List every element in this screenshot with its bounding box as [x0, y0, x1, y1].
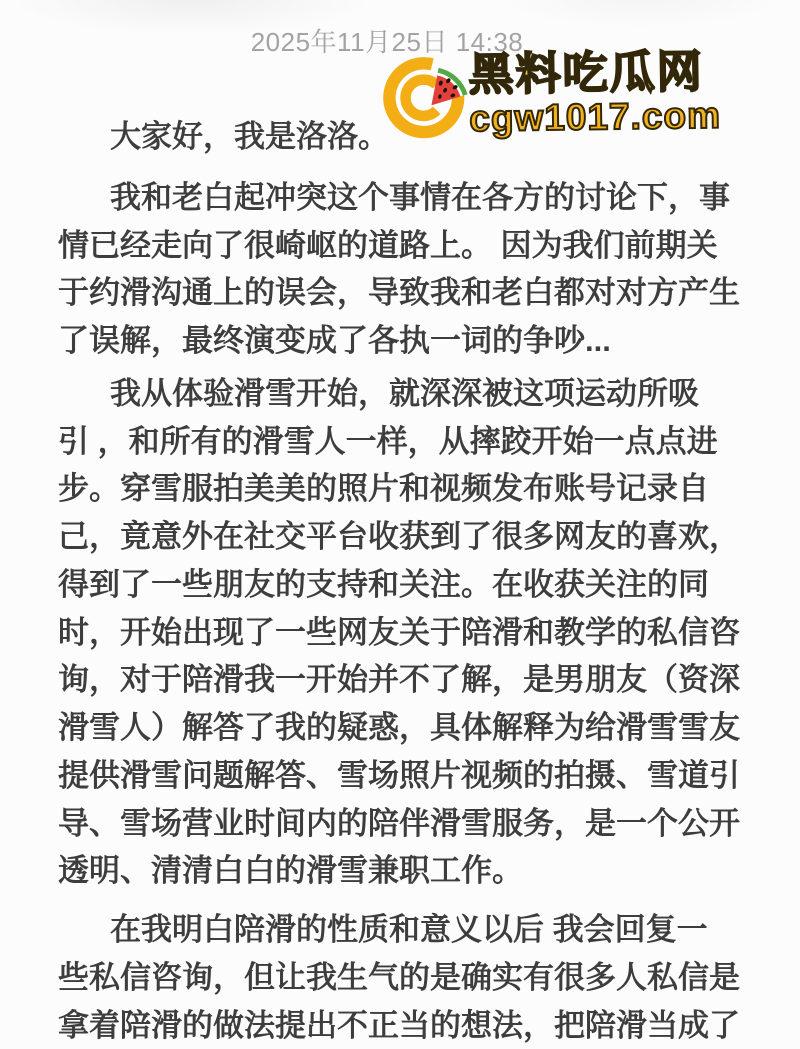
status-timestamp: 2025年11月25日 14:38 [0, 22, 787, 59]
article-line: 步。穿雪服拍美美的照片和视频发布账号记录自 [58, 465, 758, 513]
article-line: 己，竟意外在社交平台收获到了很多网友的喜欢， [58, 513, 758, 561]
article-paragraph [58, 906, 758, 1049]
article-paragraph [58, 174, 758, 365]
site-watermark [375, 46, 721, 146]
article-line: 拿着陪滑的做法提出不正当的想法，把陪滑当成了 [58, 1002, 758, 1049]
article-line: 导、雪场营业时间内的陪伴滑雪服务，是一个公开 [58, 800, 758, 848]
article-body [58, 113, 758, 1049]
article-line: 了误解，最终演变成了各执一词的争吵... [58, 317, 758, 365]
article-line: 情已经走向了很崎岖的道路上。 因为我们前期关 [58, 222, 758, 270]
watermelon-c-icon [375, 49, 481, 145]
article-line: 些私信咨询，但让我生气的是确实有很多人私信是 [58, 954, 758, 1002]
article-line: 透明、清清白白的滑雪兼职工作。 [58, 847, 758, 895]
article-line: 于约滑沟通上的误会，导致我和老白都对对方产生 [58, 269, 758, 317]
article-line: 时，开始出现了一些网友关于陪滑和教学的私信咨 [58, 609, 758, 657]
article-line: 我和老白起冲突这个事情在各方的讨论下，事 [58, 174, 758, 222]
article-line: 提供滑雪问题解答、雪场照片视频的拍摄、雪道引 [58, 752, 758, 800]
site-name: 黑料吃瓜网 [468, 48, 720, 100]
article-line: 我从体验滑雪开始，就深深被这项运动所吸 [58, 370, 758, 418]
article-line: 大家好，我是洛洛。 [58, 113, 758, 161]
article-line: 滑雪人）解答了我的疑惑，具体解释为给滑雪雪友 [58, 704, 758, 752]
article-paragraph [58, 370, 758, 895]
site-url: cgw1017.com [469, 96, 721, 140]
article-line: 询，对于陪滑我一开始并不了解，是男朋友（资深 [58, 656, 758, 704]
article-line: 引 ，和所有的滑雪人一样，从摔跤开始一点点进 [58, 418, 758, 466]
article-line: 在我明白陪滑的性质和意义以后 我会回复一 [58, 906, 758, 954]
article-line: 得到了一些朋友的支持和关注。在收获关注的同 [58, 561, 758, 609]
watermark-text [468, 46, 721, 140]
